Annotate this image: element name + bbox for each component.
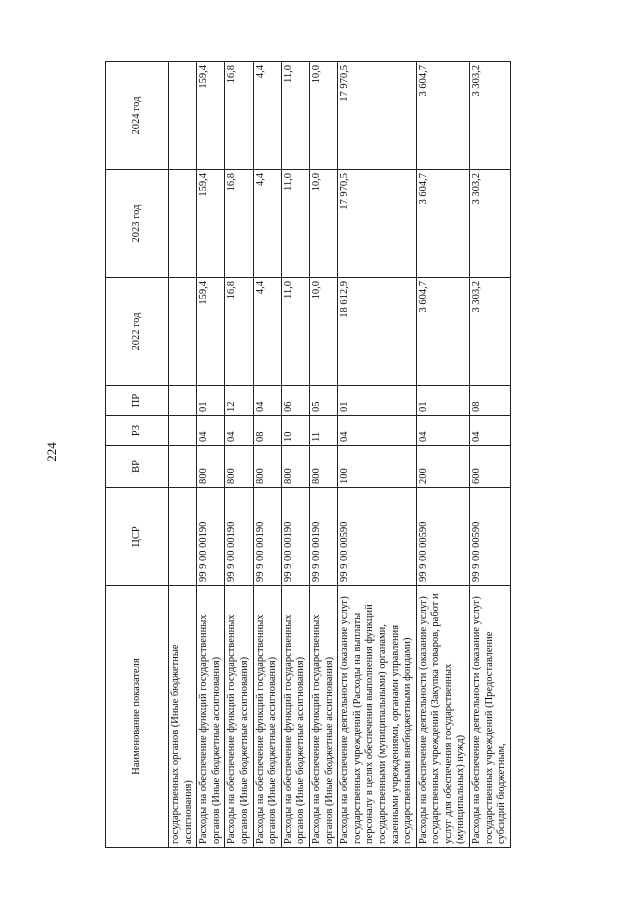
cell-vr <box>169 446 197 488</box>
cell-csr: 99 9 00 00590 <box>416 488 469 586</box>
cell-pr <box>169 386 197 416</box>
cell-rz: 04 <box>225 416 253 446</box>
table-row <box>470 62 511 848</box>
cell-y2023: 11,0 <box>281 170 309 278</box>
table-row <box>253 62 281 848</box>
cell-csr: 99 9 00 00590 <box>470 488 511 586</box>
cell-vr: 600 <box>470 446 511 488</box>
cell-y2024: 16,8 <box>225 62 253 170</box>
cell-name: Расходы на обеспечение деятельности (оказание услуг) государственных учреждений (Предоставление субсидий бюджетным, <box>470 586 511 848</box>
table-row <box>416 62 469 848</box>
cell-rz: 04 <box>416 416 469 446</box>
header-name: Наименование показателя <box>106 586 169 848</box>
cell-y2022: 10,0 <box>309 278 337 386</box>
table-row <box>338 62 417 848</box>
cell-rz: 10 <box>281 416 309 446</box>
cell-pr: 06 <box>281 386 309 416</box>
cell-y2022 <box>169 278 197 386</box>
cell-pr: 01 <box>338 386 417 416</box>
cell-pr: 01 <box>197 386 225 416</box>
cell-csr: 99 9 00 00190 <box>197 488 225 586</box>
cell-y2023: 16,8 <box>225 170 253 278</box>
cell-y2022: 3 303,2 <box>470 278 511 386</box>
table-row <box>281 62 309 848</box>
cell-name: Расходы на обеспечение функций государственных органов (Иные бюджетные ассигнования) <box>309 586 337 848</box>
cell-vr: 200 <box>416 446 469 488</box>
cell-name: Расходы на обеспечение функций государственных органов (Иные бюджетные ассигнования) <box>197 586 225 848</box>
cell-pr: 04 <box>253 386 281 416</box>
cell-pr: 08 <box>470 386 511 416</box>
cell-y2022: 18 612,9 <box>338 278 417 386</box>
cell-vr: 100 <box>338 446 417 488</box>
cell-y2022: 4,4 <box>253 278 281 386</box>
cell-y2024: 11,0 <box>281 62 309 170</box>
cell-y2024: 17 970,5 <box>338 62 417 170</box>
cell-vr: 800 <box>281 446 309 488</box>
cell-csr: 99 9 00 00190 <box>225 488 253 586</box>
cell-y2023 <box>169 170 197 278</box>
cell-name: Расходы на обеспечение функций государственных органов (Иные бюджетные ассигнования) <box>281 586 309 848</box>
cell-name: государственных органов (Иные бюджетные ассигнования) <box>169 586 197 848</box>
table-row <box>197 62 225 848</box>
cell-vr: 800 <box>197 446 225 488</box>
cell-y2024: 10,0 <box>309 62 337 170</box>
table-body <box>169 62 511 848</box>
cell-y2023: 17 970,5 <box>338 170 417 278</box>
cell-name: Расходы на обеспечение функций государственных органов (Иные бюджетные ассигнования) <box>225 586 253 848</box>
cell-name: Расходы на обеспечение функций государственных органов (Иные бюджетные ассигнования) <box>253 586 281 848</box>
header-2023: 2023 год <box>106 170 169 278</box>
cell-csr: 99 9 00 00190 <box>281 488 309 586</box>
cell-vr: 800 <box>309 446 337 488</box>
cell-rz: 04 <box>197 416 225 446</box>
cell-pr: 12 <box>225 386 253 416</box>
table-header-row <box>106 62 169 848</box>
rotated-table-container <box>105 62 630 848</box>
cell-pr: 01 <box>416 386 469 416</box>
table-row <box>169 62 197 848</box>
cell-y2023: 10,0 <box>309 170 337 278</box>
cell-vr: 800 <box>225 446 253 488</box>
header-pr: ПР <box>106 386 169 416</box>
cell-rz: 04 <box>470 416 511 446</box>
cell-rz: 04 <box>338 416 417 446</box>
cell-csr: 99 9 00 00190 <box>309 488 337 586</box>
table-row <box>309 62 337 848</box>
table-row <box>225 62 253 848</box>
page-number: 224 <box>44 442 59 462</box>
budget-table <box>105 61 511 848</box>
cell-pr: 05 <box>309 386 337 416</box>
header-rz: РЗ <box>106 416 169 446</box>
cell-y2024: 159,4 <box>197 62 225 170</box>
cell-y2022: 16,8 <box>225 278 253 386</box>
cell-y2023: 3 604,7 <box>416 170 469 278</box>
cell-y2023: 159,4 <box>197 170 225 278</box>
cell-name: Расходы на обеспечение деятельности (оказание услуг) государственных учреждений (Расходы на выплаты персоналу в целях обеспечения выполнения функций государственными (муниципальными) органами, казенными учреждениями, органами управления государственными внебюджетными фондами) <box>338 586 417 848</box>
cell-y2022: 3 604,7 <box>416 278 469 386</box>
cell-y2022: 11,0 <box>281 278 309 386</box>
cell-y2024: 3 303,2 <box>470 62 511 170</box>
header-2024: 2024 год <box>106 62 169 170</box>
cell-rz: 11 <box>309 416 337 446</box>
cell-rz: 08 <box>253 416 281 446</box>
cell-csr: 99 9 00 00590 <box>338 488 417 586</box>
header-vr: ВР <box>106 446 169 488</box>
cell-vr: 800 <box>253 446 281 488</box>
header-csr: ЦСР <box>106 488 169 586</box>
cell-name: Расходы на обеспечение деятельности (оказание услуг) государственных учреждений (Закупка товаров, работ и услуг для обеспечения государственных (муниципальных) нужд) <box>416 586 469 848</box>
cell-y2024: 4,4 <box>253 62 281 170</box>
cell-csr: 99 9 00 00190 <box>253 488 281 586</box>
cell-y2022: 159,4 <box>197 278 225 386</box>
cell-y2023: 3 303,2 <box>470 170 511 278</box>
cell-y2023: 4,4 <box>253 170 281 278</box>
header-2022: 2022 год <box>106 278 169 386</box>
cell-csr <box>169 488 197 586</box>
cell-y2024: 3 604,7 <box>416 62 469 170</box>
cell-y2024 <box>169 62 197 170</box>
cell-rz <box>169 416 197 446</box>
